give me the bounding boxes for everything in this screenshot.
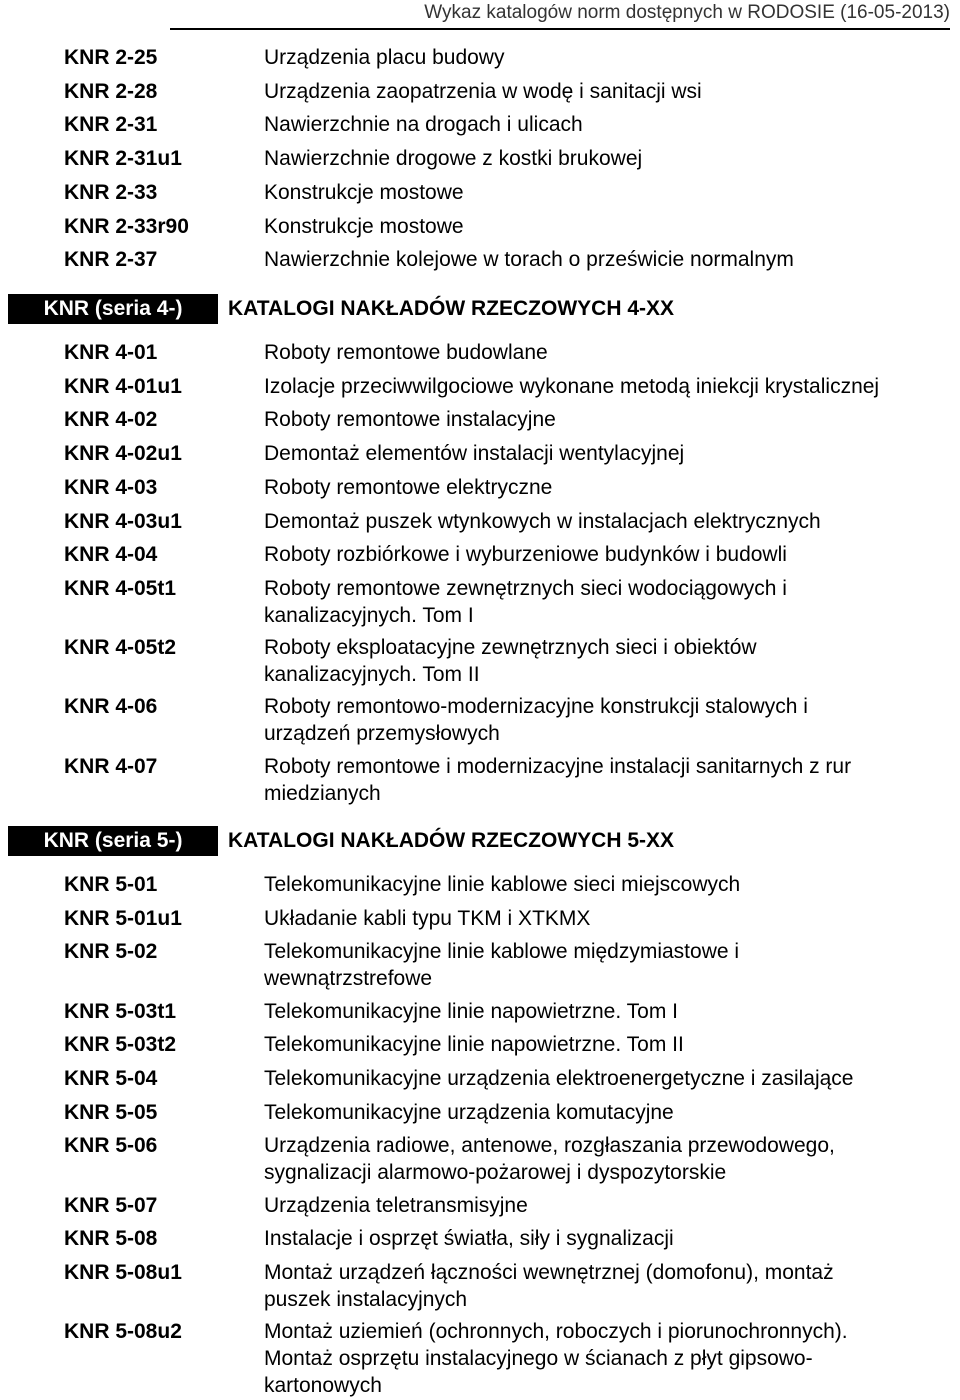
- catalog-code: KNR 4-03u1: [64, 509, 182, 533]
- catalog-description: [264, 1132, 960, 1186]
- description-line: kanalizacyjnych. Tom I: [264, 603, 474, 627]
- catalog-description: [264, 753, 960, 807]
- description-line: Urządzenia teletransmisyjne: [264, 1193, 528, 1217]
- catalog-description: [264, 693, 960, 747]
- catalog-description: [264, 373, 960, 400]
- catalog-description: [264, 474, 960, 501]
- catalog-description: [264, 871, 960, 898]
- catalog-code: KNR 4-02u1: [64, 442, 182, 466]
- catalog-code: KNR 5-05: [64, 1100, 158, 1124]
- catalog-code: KNR 5-07: [64, 1193, 158, 1217]
- catalog-description: [264, 339, 960, 366]
- description-line: Nawierzchnie drogowe z kostki brukowej: [264, 147, 643, 171]
- catalog-code: KNR 5-06: [64, 1134, 158, 1158]
- catalog-code: KNR 4-03: [64, 475, 158, 499]
- catalog-code: KNR 4-05t1: [64, 576, 177, 600]
- description-line: Układanie kabli typu TKM i XTKMX: [264, 906, 591, 930]
- catalog-code: KNR 5-01: [64, 873, 158, 896]
- section-title: KATALOGI NAKŁADÓW RZECZOWYCH 5-XX: [228, 829, 675, 852]
- description-line: Demontaż puszek wtynkowych w instalacjach elektrycznych: [264, 509, 821, 533]
- catalog-code: KNR 5-01u1: [64, 906, 182, 930]
- catalog-code: KNR 2-28: [64, 79, 158, 103]
- catalog-code: KNR 4-04: [64, 543, 158, 567]
- description-line: Roboty remontowe budowlane: [264, 341, 548, 364]
- catalog-description: [264, 541, 960, 568]
- catalog-description: [264, 145, 960, 172]
- page-header: Wykaz katalogów norm dostępnych w RODOSIE (16-05-2013): [170, 2, 950, 30]
- catalog-description: [264, 111, 960, 138]
- catalog-code: KNR 5-03t2: [64, 1033, 177, 1057]
- description-line: Roboty remontowe instalacyjne: [264, 408, 556, 432]
- section-label: KNR (seria 5-): [8, 826, 218, 856]
- description-line: Montaż osprzętu instalacyjnego w ścianach z płyt gipsowo-: [264, 1347, 813, 1371]
- catalog-description: [264, 998, 960, 1025]
- description-line: Roboty rozbiórkowe i wyburzeniowe budynków i budowli: [264, 543, 787, 567]
- description-line: urządzeń przemysłowych: [264, 722, 500, 746]
- catalog-description: [264, 938, 960, 992]
- catalog-code: KNR 5-08: [64, 1227, 158, 1251]
- description-line: Telekomunikacyjne urządzenia komutacyjne: [264, 1100, 674, 1124]
- catalog-description: [264, 575, 960, 629]
- description-line: Urządzenia radiowe, antenowe, rozgłaszania przewodowego,: [264, 1134, 835, 1158]
- description-line: Telekomunikacyjne linie kablowe sieci miejscowych: [264, 873, 741, 896]
- catalog-code: KNR 4-01: [64, 341, 158, 364]
- catalog-description: [264, 440, 960, 467]
- description-line: Urządzenia zaopatrzenia w wodę i sanitacji wsi: [264, 79, 702, 103]
- catalog-description: [264, 1318, 960, 1399]
- catalog-description: [264, 508, 960, 535]
- description-line: sygnalizacji alarmowo-pożarowej i dyspozytorskie: [264, 1161, 727, 1185]
- catalog-code: KNR 2-31u1: [64, 147, 182, 171]
- description-line: wewnątrzstrefowe: [264, 967, 433, 991]
- catalog-description: [264, 213, 960, 240]
- catalog-description: [264, 634, 960, 688]
- section-title: KATALOGI NAKŁADÓW RZECZOWYCH 4-XX: [228, 297, 675, 320]
- section-header: [0, 826, 960, 856]
- description-line: Roboty remontowe elektryczne: [264, 475, 553, 499]
- description-line: Roboty remontowo-modernizacyjne konstrukcji stalowych i: [264, 695, 808, 719]
- catalog-description: [264, 1031, 960, 1058]
- description-line: puszek instalacyjnych: [264, 1288, 468, 1311]
- catalog-description: [264, 78, 960, 105]
- catalog-description: [264, 44, 960, 71]
- description-line: Instalacje i osprzęt światła, siły i sygnalizacji: [264, 1227, 674, 1251]
- description-line: Telekomunikacyjne linie napowietrzne. Tom I: [264, 999, 678, 1023]
- description-line: Nawierzchnie na drogach i ulicach: [264, 113, 583, 137]
- catalog-code: KNR 2-33r90: [64, 214, 189, 238]
- catalog-code: KNR 4-01u1: [64, 374, 182, 398]
- catalog-description: [264, 1065, 960, 1092]
- catalog-code: KNR 4-07: [64, 754, 158, 778]
- catalog-description: [264, 905, 960, 932]
- description-line: kartonowych: [264, 1374, 382, 1398]
- catalog-description: [264, 246, 960, 273]
- description-line: Montaż urządzeń łączności wewnętrznej (domofonu), montaż: [264, 1261, 834, 1284]
- section-header: [0, 294, 960, 324]
- description-line: miedzianych: [264, 781, 381, 805]
- catalog-code: KNR 5-02: [64, 940, 158, 964]
- description-line: Montaż uziemień (ochronnych, roboczych i piorunochronnych).: [264, 1320, 848, 1344]
- description-line: Konstrukcje mostowe: [264, 214, 464, 238]
- catalog-description: [264, 406, 960, 433]
- catalog-code: KNR 5-03t1: [64, 999, 177, 1023]
- catalog-code: KNR 5-04: [64, 1067, 158, 1090]
- description-line: Telekomunikacyjne urządzenia elektroenergetyczne i zasilające: [264, 1067, 854, 1090]
- description-line: Nawierzchnie kolejowe w torach o prześwicie normalnym: [264, 248, 794, 272]
- description-line: Telekomunikacyjne linie napowietrzne. Tom II: [264, 1033, 684, 1057]
- catalog-code: KNR 2-31: [64, 113, 158, 137]
- catalog-code: KNR 4-05t2: [64, 636, 177, 660]
- description-line: Demontaż elementów instalacji wentylacyjnej: [264, 442, 685, 466]
- catalog-code: KNR 2-37: [64, 248, 158, 272]
- description-line: Urządzenia placu budowy: [264, 46, 505, 69]
- catalog-description: [264, 1192, 960, 1219]
- catalog-code: KNR 4-02: [64, 408, 158, 432]
- description-line: Izolacje przeciwwilgociowe wykonane metodą iniekcji krystalicznej: [264, 374, 880, 398]
- catalog-description: [264, 179, 960, 206]
- description-line: Roboty remontowe i modernizacyjne instalacji sanitarnych z rur: [264, 754, 852, 778]
- catalog-code: KNR 2-33: [64, 180, 158, 204]
- catalog-code: KNR 2-25: [64, 46, 158, 69]
- description-line: Roboty remontowe zewnętrznych sieci wodociągowych i: [264, 576, 787, 600]
- catalog-code: KNR 5-08u2: [64, 1320, 182, 1344]
- description-line: Konstrukcje mostowe: [264, 180, 464, 204]
- catalog-description: [264, 1259, 960, 1313]
- section-label: KNR (seria 4-): [8, 294, 218, 324]
- catalog-code: KNR 4-06: [64, 695, 158, 719]
- catalog-description: [264, 1099, 960, 1126]
- description-line: kanalizacyjnych. Tom II: [264, 663, 480, 687]
- catalog-code: KNR 5-08u1: [64, 1261, 182, 1284]
- catalog-description: [264, 1225, 960, 1252]
- description-line: Telekomunikacyjne linie kablowe międzymiastowe i: [264, 940, 740, 964]
- description-line: Roboty eksploatacyjne zewnętrznych sieci i obiektów: [264, 636, 757, 660]
